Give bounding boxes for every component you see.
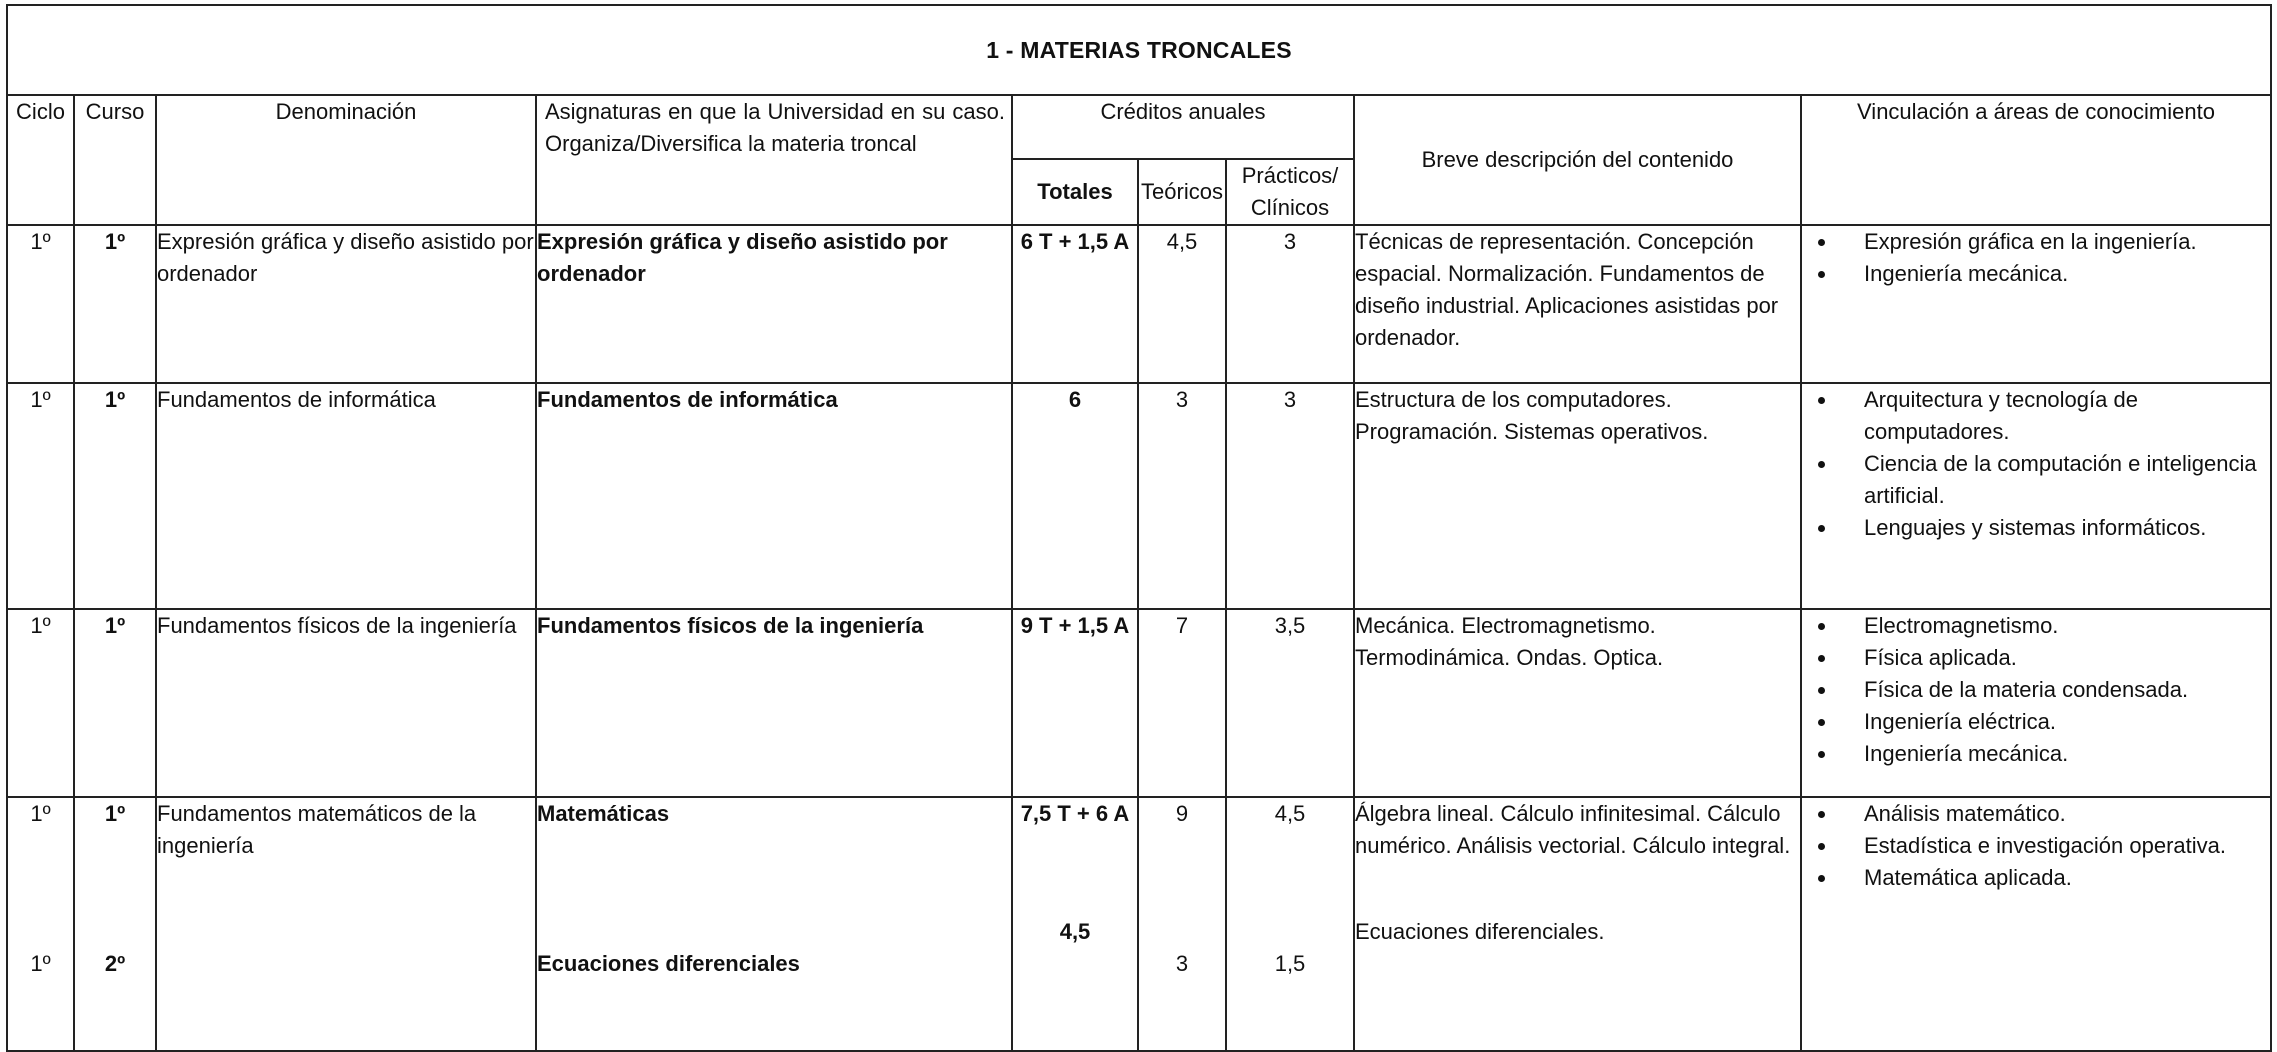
- materias-table: [6, 4, 2272, 1052]
- cell-asignatura: Fundamentos de informática: [536, 383, 1012, 609]
- cell-curso: 1º: [74, 383, 156, 609]
- area-item: Ingeniería eléctrica.: [1802, 706, 2270, 738]
- sub-ciclo: 1º: [30, 951, 51, 976]
- cell-ciclo: 1º 1º: [7, 797, 74, 1051]
- cell-areas: [1801, 225, 2271, 383]
- area-item: Arquitectura y tecnología de computadores.: [1802, 384, 2270, 448]
- cell-asignatura: Fundamentos físicos de la ingeniería: [536, 609, 1012, 797]
- sub-teoricos: 3: [1175, 951, 1189, 976]
- area-item: Electromagnetismo.: [1802, 610, 2270, 642]
- area-item: Ingeniería mecánica.: [1802, 738, 2270, 770]
- cell-denominacion: Fundamentos físicos de la ingeniería: [156, 609, 536, 797]
- cell-denominacion: Fundamentos matemáticos de la ingeniería: [156, 797, 536, 1051]
- cell-practicos: 3,5: [1226, 609, 1354, 797]
- area-item: Física de la materia condensada.: [1802, 674, 2270, 706]
- cell-practicos: 3: [1226, 383, 1354, 609]
- bullet-icon: [1818, 271, 1825, 278]
- header-ciclo: Ciclo: [7, 95, 74, 225]
- cell-ciclo: 1º: [7, 383, 74, 609]
- header-descripcion: Breve descripción del contenido: [1354, 95, 1801, 225]
- bullet-icon: [1818, 461, 1825, 468]
- sub-practicos: 1,5: [1274, 951, 1306, 976]
- cell-curso: 1º: [74, 609, 156, 797]
- cell-totales: 9 T + 1,5 A: [1012, 609, 1138, 797]
- cell-totales: 7,5 T + 6 A 4,5: [1012, 797, 1138, 1051]
- cell-areas: [1801, 609, 2271, 797]
- cell-denominacion: Expresión gráfica y diseño asistido por ordenador: [156, 225, 536, 383]
- table-row: [7, 225, 2271, 383]
- cell-curso: 1º: [74, 225, 156, 383]
- header-asignaturas: Asignaturas en que la Universidad en su caso. Organiza/Diversifica la materia troncal: [536, 95, 1012, 225]
- cell-totales: 6: [1012, 383, 1138, 609]
- cell-areas: [1801, 797, 2271, 1051]
- header-denominacion: Denominación: [156, 95, 536, 225]
- bullet-icon: [1818, 525, 1825, 532]
- header-practicos: Prácticos/ Clínicos: [1226, 159, 1354, 225]
- cell-descripcion: Técnicas de representación. Concepción espacial. Normalización. Fundamentos de diseño industrial. Aplicaciones asistidas por ordenador.: [1354, 225, 1801, 383]
- cell-asignatura: Expresión gráfica y diseño asistido por ordenador: [536, 225, 1012, 383]
- bullet-icon: [1818, 811, 1825, 818]
- sub-asignatura: Ecuaciones diferenciales: [537, 951, 800, 976]
- area-item: Análisis matemático.: [1802, 798, 2270, 830]
- sub-curso: 2º: [104, 951, 126, 976]
- sub-descripcion: Ecuaciones diferenciales.: [1355, 919, 1605, 944]
- cell-ciclo: 1º: [7, 225, 74, 383]
- table-row: [7, 797, 2271, 1051]
- cell-descripcion: Mecánica. Electromagnetismo. Termodinámica. Ondas. Optica.: [1354, 609, 1801, 797]
- table-row: [7, 609, 2271, 797]
- header-vinculacion: Vinculación a áreas de conocimiento: [1801, 95, 2271, 225]
- bullet-icon: [1818, 875, 1825, 882]
- cell-curso: 1º 2º: [74, 797, 156, 1051]
- header-curso: Curso: [74, 95, 156, 225]
- area-item: Lenguajes y sistemas informáticos.: [1802, 512, 2270, 544]
- bullet-icon: [1818, 397, 1825, 404]
- bullet-icon: [1818, 623, 1825, 630]
- cell-ciclo: 1º: [7, 609, 74, 797]
- cell-practicos: 3: [1226, 225, 1354, 383]
- cell-descripcion: Álgebra lineal. Cálculo infinitesimal. Cálculo numérico. Análisis vectorial. Cálculo integral. Ecuaciones diferenciales.: [1354, 797, 1801, 1051]
- area-item: Expresión gráfica en la ingeniería.: [1802, 226, 2270, 258]
- bullet-icon: [1818, 751, 1825, 758]
- area-item: Ingeniería mecánica.: [1802, 258, 2270, 290]
- table-row: [7, 383, 2271, 609]
- area-item: Estadística e investigación operativa.: [1802, 830, 2270, 862]
- bullet-icon: [1818, 655, 1825, 662]
- cell-denominacion: Fundamentos de informática: [156, 383, 536, 609]
- area-item: Física aplicada.: [1802, 642, 2270, 674]
- bullet-icon: [1818, 719, 1825, 726]
- cell-areas: [1801, 383, 2271, 609]
- cell-practicos: 4,5 1,5: [1226, 797, 1354, 1051]
- table-title: 1 - MATERIAS TRONCALES: [7, 5, 2271, 95]
- area-item: Ciencia de la computación e inteligencia artificial.: [1802, 448, 2270, 512]
- header-totales: Totales: [1012, 159, 1138, 225]
- bullet-icon: [1818, 687, 1825, 694]
- bullet-icon: [1818, 239, 1825, 246]
- cell-totales: 6 T + 1,5 A: [1012, 225, 1138, 383]
- cell-teoricos: 4,5: [1138, 225, 1226, 383]
- area-item: Matemática aplicada.: [1802, 862, 2270, 894]
- cell-teoricos: 3: [1138, 383, 1226, 609]
- document-sheet: [6, 4, 2270, 1037]
- sub-totales: 4,5: [1059, 919, 1091, 944]
- cell-teoricos: 9 3: [1138, 797, 1226, 1051]
- bullet-icon: [1818, 843, 1825, 850]
- header-teoricos: Teóricos: [1138, 159, 1226, 225]
- header-creditos: Créditos anuales: [1012, 95, 1354, 159]
- cell-asignatura: Matemáticas Ecuaciones diferenciales: [536, 797, 1012, 1051]
- cell-descripcion: Estructura de los computadores. Programación. Sistemas operativos.: [1354, 383, 1801, 609]
- cell-teoricos: 7: [1138, 609, 1226, 797]
